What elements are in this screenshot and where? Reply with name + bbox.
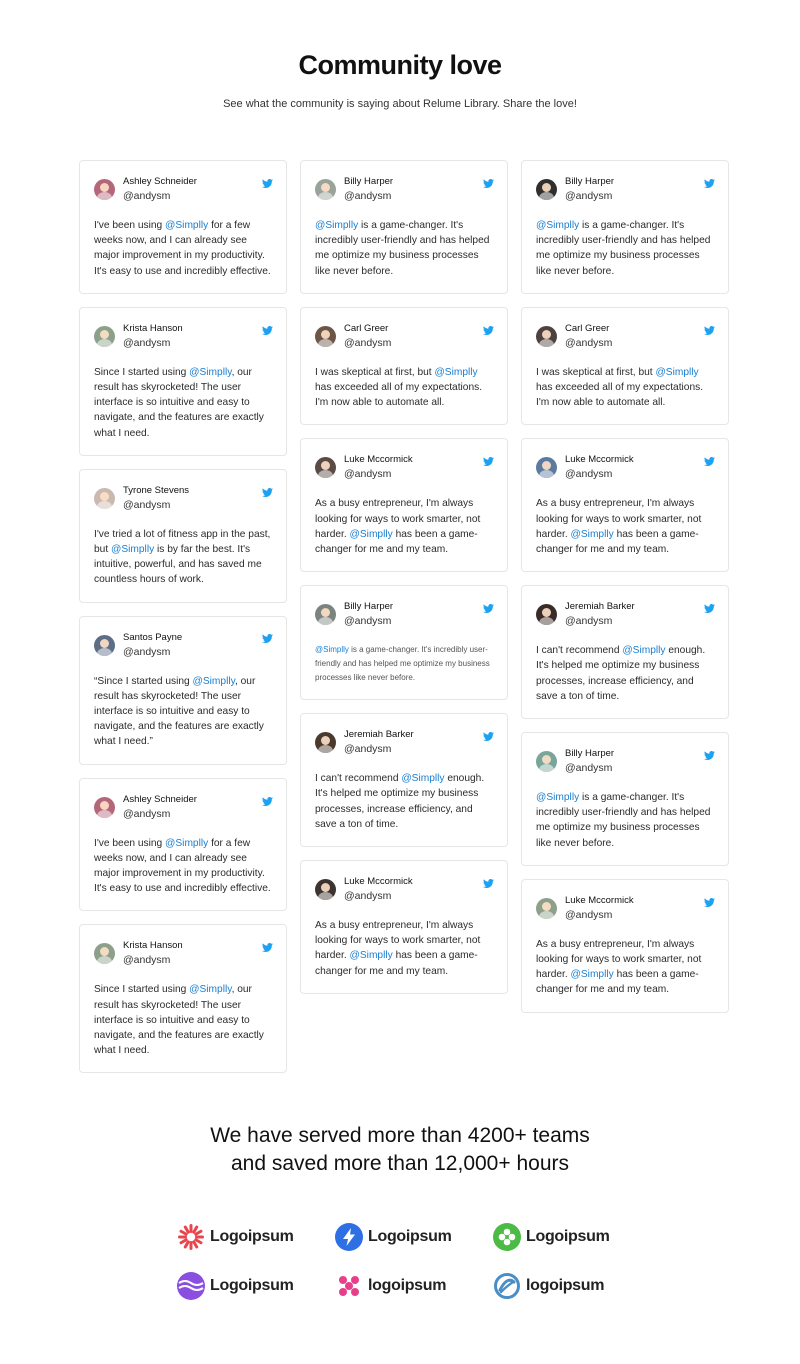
twitter-bird-icon[interactable] (262, 175, 273, 185)
author-info (123, 939, 183, 968)
author-name: Santos Payne (123, 631, 183, 643)
twitter-bird-icon[interactable] (483, 600, 494, 610)
avatar (94, 943, 115, 964)
avatar (94, 797, 115, 818)
author-info (565, 600, 635, 629)
testimonial-author (536, 747, 714, 776)
testimonial-text-pre: As a busy entrepreneur, I'm always looking for ways to work smarter, not harder. (315, 498, 481, 540)
author-handle[interactable]: @andysm (344, 615, 392, 628)
author-name: Billy Harper (565, 748, 615, 760)
testimonial-card (300, 713, 508, 847)
testimonial-text-post: , our result has skyrocketed! The user interface is so intuitive and easy to navigate, and the features are exactly what I need.” (94, 675, 264, 748)
testimonial-card (79, 160, 287, 294)
testimonial-text-post: has been a game-changer for me and my team. (536, 528, 699, 556)
testimonial-text-post: is by far the best. It's intuitive, powerful, and has saved me countless hours of work. (94, 544, 262, 586)
testimonial-author (536, 322, 714, 351)
stats-heading (0, 1122, 800, 1178)
author-info (565, 453, 634, 482)
logo-wordmark: logoipsum (368, 1277, 447, 1294)
testimonial-author (94, 631, 272, 660)
testimonial-text (94, 218, 272, 279)
mention-link[interactable]: @Simplly (189, 984, 232, 996)
testimonial-text (536, 790, 714, 851)
testimonial-text (536, 643, 714, 704)
testimonial-card (521, 732, 729, 866)
author-info (344, 600, 393, 629)
testimonial-card (79, 307, 287, 456)
author-name: Jeremiah Barker (565, 601, 635, 613)
testimonial-card (521, 307, 729, 426)
twitter-bird-icon[interactable] (483, 875, 494, 885)
author-name: Luke Mccormick (344, 876, 413, 888)
avatar (315, 457, 336, 478)
testimonial-text-post: for a few weeks now, and I can already see major improvement in my productivity. It's easy to use and incredibly effective. (94, 220, 271, 277)
mention-link[interactable]: @Simplly (622, 645, 666, 657)
twitter-bird-icon[interactable] (262, 631, 273, 641)
testimonial-author (315, 322, 493, 351)
mention-link[interactable]: @Simplly (570, 969, 614, 981)
testimonial-text-pre: Since I started using (94, 366, 190, 378)
avatar (315, 879, 336, 900)
testimonial-text-post: , our result has skyrocketed! The user interface is so intuitive and easy to navigate, and the features are exactly what I need. (94, 366, 264, 439)
testimonial-card (300, 160, 508, 294)
twitter-bird-icon[interactable] (704, 747, 715, 757)
testimonial-text (315, 771, 493, 832)
testimonial-card (79, 616, 287, 765)
author-name: Billy Harper (565, 176, 615, 187)
twitter-bird-icon[interactable] (704, 322, 715, 332)
mention-link[interactable]: @Simplly (192, 675, 235, 687)
partner-logo (493, 1271, 617, 1301)
avatar (94, 635, 115, 656)
page-title: Community love (298, 50, 502, 80)
testimonial-text-pre: I've been using (94, 837, 166, 849)
mention-link[interactable]: @Simplly (536, 792, 580, 804)
author-handle[interactable]: @andysm (344, 890, 392, 903)
author-name: Ashley Schneider (123, 176, 197, 187)
logo-wordmark: Logoipsum (210, 1228, 294, 1245)
testimonial-text (94, 674, 272, 750)
testimonial-text-post: is a game-changer. It's incredibly user-friendly and has helped me optimize my business processes like never before. (536, 792, 711, 849)
partner-logo (177, 1222, 335, 1252)
author-handle[interactable]: @andysm (344, 190, 392, 202)
partner-logo (493, 1222, 617, 1252)
author-handle[interactable]: @andysm (123, 954, 171, 967)
mention-link[interactable]: @Simplly (401, 773, 445, 785)
stats-line-2: and saved more than 12,000+ hours (231, 1152, 569, 1175)
testimonial-text (536, 937, 714, 998)
testimonial-text-pre: As a busy entrepreneur, I'm always looking for ways to work smarter, not harder. (536, 938, 702, 981)
author-info (123, 322, 183, 351)
logo-wordmark: logoipsum (526, 1277, 605, 1294)
testimonial-card (300, 307, 508, 426)
testimonial-card (300, 860, 508, 994)
author-name: Krista Hanson (123, 322, 183, 334)
clover-logo-icon (493, 1223, 521, 1251)
author-handle[interactable]: @andysm (565, 336, 613, 349)
testimonial-card (521, 879, 729, 1013)
testimonial-text (315, 218, 493, 279)
avatar (315, 326, 336, 347)
testimonial-text (94, 365, 272, 441)
mention-link[interactable]: @Simplly (349, 528, 393, 540)
testimonial-text (94, 527, 272, 588)
testimonial-author (536, 175, 714, 204)
twitter-bird-icon[interactable] (483, 175, 494, 185)
avatar (536, 179, 557, 200)
twitter-bird-icon[interactable] (262, 322, 273, 332)
avatar (536, 898, 557, 919)
testimonial-card (521, 160, 729, 294)
testimonial-text (94, 836, 272, 897)
testimonial-text-pre: I was skeptical at first, but (536, 366, 656, 378)
testimonial-text (94, 982, 272, 1058)
logo-wordmark: Logoipsum (368, 1228, 452, 1245)
testimonial-column-2 (300, 160, 508, 1073)
author-info (344, 322, 391, 351)
testimonial-author (94, 322, 272, 351)
testimonial-text-post: , our result has skyrocketed! The user interface is so intuitive and easy to navigate, and the features are exactly what I need. (94, 984, 264, 1057)
testimonial-text-post: is a game-changer. It's incredibly user-friendly and has helped me optimize my business processes like never before. (536, 220, 711, 277)
avatar (536, 326, 557, 347)
mention-link[interactable]: @Simplly (111, 544, 155, 556)
author-info (123, 484, 189, 513)
avatar (94, 179, 115, 200)
testimonial-text (315, 643, 493, 685)
testimonial-text-post: enough. It's helped me optimize my business processes, increase efficiency, and save a ton of time. (536, 645, 706, 702)
partner-logo (335, 1222, 493, 1252)
mention-link[interactable]: @Simplly (434, 366, 478, 378)
mention-link[interactable]: @Simplly (349, 950, 393, 962)
molecule-logo-icon (335, 1272, 363, 1300)
author-handle[interactable]: @andysm (123, 807, 171, 820)
avatar (315, 179, 336, 200)
testimonial-text (315, 918, 493, 979)
mention-link[interactable]: @Simplly (315, 645, 349, 655)
testimonial-card (300, 438, 508, 572)
testimonial-text-post: has exceeded all of my expectations. I'm now able to automate all. (315, 382, 483, 409)
testimonial-author (536, 600, 714, 629)
avatar (536, 751, 557, 772)
twitter-bird-icon[interactable] (262, 484, 273, 494)
testimonial-text-post: enough. It's helped me optimize my business processes, increase efficiency, and save a ton of time. (315, 773, 485, 830)
testimonial-author (315, 600, 493, 629)
testimonial-author (94, 793, 272, 822)
author-name: Ashley Schneider (123, 793, 197, 805)
testimonial-author (315, 175, 493, 204)
author-handle[interactable]: @andysm (565, 908, 613, 921)
waves-logo-icon (177, 1272, 205, 1300)
testimonial-author (315, 875, 493, 904)
testimonial-text-pre: I can't recommend (536, 645, 623, 657)
testimonial-author (94, 939, 272, 968)
mention-link[interactable]: @Simplly (165, 220, 209, 231)
testimonial-column-3 (521, 160, 729, 1073)
testimonial-text (315, 496, 493, 557)
avatar (94, 326, 115, 347)
avatar (315, 604, 336, 625)
testimonial-author (315, 728, 493, 757)
avatar (536, 604, 557, 625)
testimonial-card (79, 924, 287, 1073)
testimonial-text-pre: I've been using (94, 220, 166, 231)
author-info (344, 875, 413, 904)
testimonial-text-post: has been a game-changer for me and my team. (315, 950, 478, 977)
twitter-bird-icon[interactable] (704, 894, 715, 904)
author-info (344, 453, 413, 482)
testimonial-text (536, 365, 714, 411)
testimonial-text-post: for a few weeks now, and I can already see major improvement in my productivity. It's easy to use and incredibly effective. (94, 837, 271, 895)
mention-link[interactable]: @Simplly (655, 366, 699, 378)
stats-line-1: We have served more than 4200+ teams (210, 1124, 590, 1147)
testimonial-text-pre: Since I started using (94, 984, 190, 996)
twitter-bird-icon[interactable] (704, 453, 715, 463)
avatar (94, 488, 115, 509)
author-name: Billy Harper (344, 601, 394, 613)
author-info (565, 175, 614, 204)
twitter-bird-icon[interactable] (483, 453, 494, 463)
author-info (344, 728, 414, 757)
author-handle[interactable]: @andysm (344, 743, 392, 756)
ring-logo-icon (493, 1272, 521, 1300)
twitter-bird-icon[interactable] (262, 939, 273, 949)
page-subtitle: See what the community is saying about Relume Library. Share the love! (223, 98, 577, 110)
author-handle[interactable]: @andysm (565, 468, 613, 481)
author-name: Luke Mccormick (344, 454, 413, 466)
testimonial-column-1 (79, 160, 287, 1073)
author-name: Billy Harper (344, 176, 394, 187)
testimonial-card (521, 438, 729, 572)
section-header (0, 0, 800, 110)
twitter-bird-icon[interactable] (483, 322, 494, 332)
testimonial-author (315, 453, 493, 482)
author-handle[interactable]: @andysm (123, 498, 171, 511)
twitter-bird-icon[interactable] (704, 175, 715, 185)
testimonial-card (300, 585, 508, 700)
author-name: Luke Mccormick (565, 894, 634, 906)
testimonial-text (536, 496, 714, 557)
author-name: Tyrone Stevens (123, 484, 190, 496)
author-handle[interactable]: @andysm (565, 615, 613, 628)
testimonial-text-post: has exceeded all of my expectations. I'm now able to automate all. (536, 382, 704, 409)
testimonial-text-post: is a game-changer. It's incredibly user-friendly and has helped me optimize my business processes like never before. (315, 645, 490, 683)
author-info (565, 322, 612, 351)
author-handle[interactable]: @andysm (123, 190, 171, 202)
twitter-bird-icon[interactable] (483, 728, 494, 738)
sunburst-logo-icon (177, 1223, 205, 1251)
author-name: Carl Greer (565, 322, 610, 334)
testimonial-card (79, 469, 287, 603)
logo-wordmark: Logoipsum (526, 1228, 610, 1245)
twitter-bird-icon[interactable] (262, 793, 273, 803)
partner-logo (177, 1271, 335, 1301)
author-handle[interactable]: @andysm (565, 190, 613, 202)
author-info (344, 175, 393, 204)
author-info (565, 747, 614, 776)
testimonial-text (315, 365, 493, 411)
avatar (315, 732, 336, 753)
testimonial-author (94, 484, 272, 513)
testimonial-author (536, 894, 714, 923)
avatar (536, 457, 557, 478)
testimonial-text-post: has been a game-changer for me and my team. (315, 528, 478, 556)
author-name: Luke Mccormick (565, 454, 634, 466)
mention-link[interactable]: @Simplly (189, 366, 232, 378)
testimonial-text-post: has been a game-changer for me and my team. (536, 969, 699, 996)
testimonial-text-pre: As a busy entrepreneur, I'm always looking for ways to work smarter, not harder. (315, 920, 481, 962)
author-info (123, 175, 197, 204)
partner-logo (335, 1271, 493, 1301)
author-name: Carl Greer (344, 322, 389, 334)
logo-grid (177, 1222, 617, 1301)
testimonial-text-post: is a game-changer. It's incredibly user-friendly and has helped me optimize my business processes like never before. (315, 220, 490, 277)
bolt-logo-icon (335, 1223, 363, 1251)
author-info (123, 631, 182, 660)
testimonial-card (521, 585, 729, 719)
author-info (123, 793, 197, 822)
testimonial-text-pre: As a busy entrepreneur, I'm always looking for ways to work smarter, not harder. (536, 498, 702, 540)
mention-link[interactable]: @Simplly (536, 220, 580, 231)
author-name: Jeremiah Barker (344, 729, 414, 741)
testimonial-text-pre: “Since I started using (94, 675, 193, 687)
author-info (565, 894, 634, 923)
mention-link[interactable]: @Simplly (570, 528, 614, 540)
testimonial-text-pre: I was skeptical at first, but (315, 366, 435, 378)
author-handle[interactable]: @andysm (123, 336, 171, 349)
author-handle[interactable]: @andysm (565, 762, 613, 775)
twitter-bird-icon[interactable] (704, 600, 715, 610)
testimonial-author (94, 175, 272, 204)
author-handle[interactable]: @andysm (344, 336, 392, 349)
testimonial-text (536, 218, 714, 279)
testimonial-columns (79, 160, 729, 1073)
testimonial-text-pre: I've tried a lot of fitness app in the past, but (94, 528, 271, 556)
author-name: Krista Hanson (123, 940, 183, 952)
testimonial-author (536, 453, 714, 482)
testimonial-text-pre: I can't recommend (315, 773, 402, 785)
testimonial-card (79, 778, 287, 912)
author-handle[interactable]: @andysm (123, 645, 171, 658)
author-handle[interactable]: @andysm (344, 468, 392, 481)
logo-wordmark: Logoipsum (210, 1277, 294, 1294)
mention-link[interactable]: @Simplly (315, 220, 359, 231)
mention-link[interactable]: @Simplly (165, 837, 209, 849)
